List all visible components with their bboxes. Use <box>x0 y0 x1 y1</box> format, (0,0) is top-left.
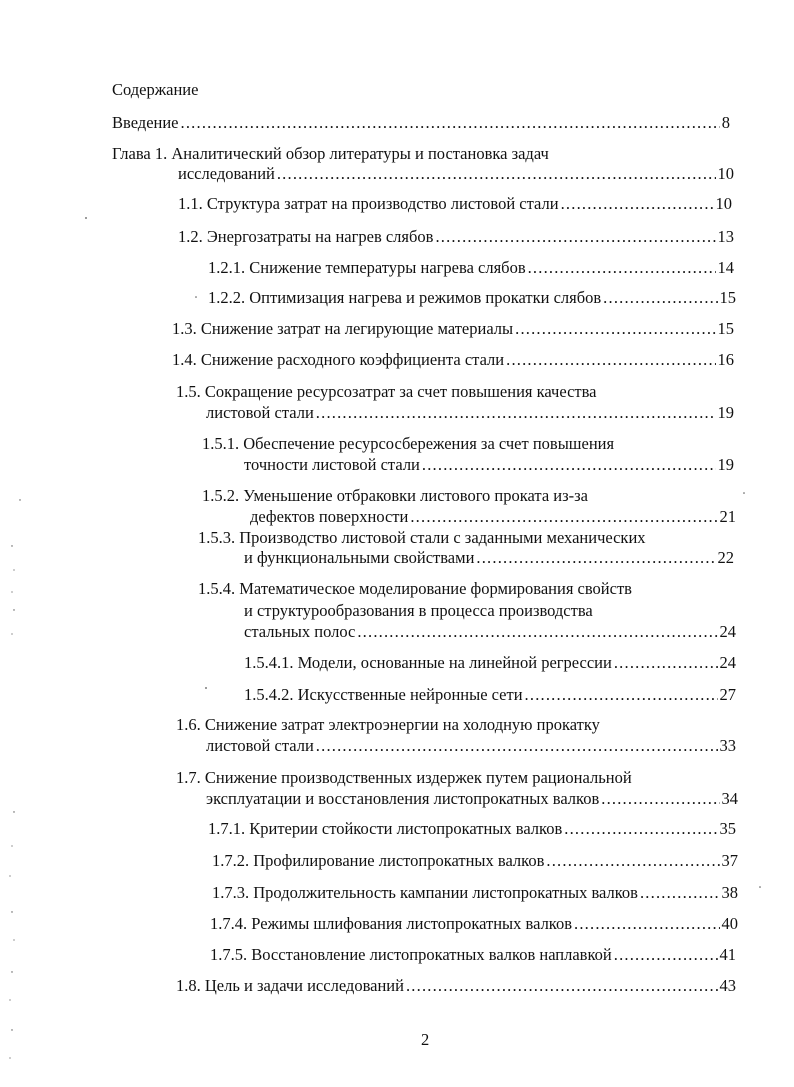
toc-entry-page: 33 <box>719 736 736 755</box>
page-number: 2 <box>421 1030 430 1049</box>
toc-entry-1-5-line1: 1.5. Сокращение ресурсозатрат за счет повышения качества <box>176 382 597 401</box>
toc-entry-text: 1.8. Цель и задачи исследований <box>176 976 404 995</box>
toc-entry-text: 1.2. Энергозатраты на нагрев слябов <box>178 227 434 246</box>
toc-entry-page: 40 <box>721 914 738 933</box>
toc-entry-text: 1.7.4. Режимы шлифования листопрокатных валков <box>210 914 573 933</box>
toc-entry-page: 24 <box>719 653 736 672</box>
toc-entry-page: 8 <box>721 113 730 132</box>
toc-entry-chapter-1-line1: Глава 1. Аналитический обзор литературы и постановка задач <box>112 144 549 163</box>
toc-entry-page: 16 <box>717 350 734 369</box>
toc-entry-page: 19 <box>717 403 734 422</box>
toc-entry-page: 13 <box>717 227 734 246</box>
toc-entry-page: 22 <box>717 548 734 567</box>
toc-entry-text: и функциональными свойствами <box>244 548 475 567</box>
toc-entry-text: 1.2.2. Оптимизация нагрева и режимов прокатки слябов <box>208 288 602 307</box>
toc-entry-text: Введение <box>112 113 179 132</box>
toc-title: Содержание <box>112 80 199 99</box>
toc-entry-page: 27 <box>719 685 736 704</box>
toc-entry-text: эксплуатации и восстановления листопрокатных валков <box>206 789 600 808</box>
toc-entry-text: 1.3. Снижение затрат на легирующие материалы <box>172 319 514 338</box>
toc-entry-text: 1.2.1. Снижение температуры нагрева слябов <box>208 258 526 277</box>
toc-entry-page: 14 <box>717 258 734 277</box>
toc-entry-text: листовой стали <box>206 403 314 422</box>
toc-entry-text: 1.7.1. Критерии стойкости листопрокатных валков <box>208 819 563 838</box>
toc-entry-page: 15 <box>717 319 734 338</box>
toc-entry-text: 1.4. Снижение расходного коэффициента стали <box>172 350 505 369</box>
toc-entry-page: 43 <box>719 976 736 995</box>
toc-entry-text: исследований <box>178 164 275 183</box>
toc-entry-page: 19 <box>717 455 734 474</box>
toc-entry-page: 10 <box>715 194 732 213</box>
toc-entry-1-5-3-line1: 1.5.3. Производство листовой стали с заданными механических <box>198 528 646 547</box>
toc-entry-text: листовой стали <box>206 736 314 755</box>
toc-entry-page: 34 <box>721 789 738 808</box>
toc-entry-page: 24 <box>719 622 736 641</box>
toc-entry-text: дефектов поверхности <box>250 507 409 526</box>
toc-entry-1-5-1-line1: 1.5.1. Обеспечение ресурсосбережения за счет повышения <box>202 434 615 453</box>
toc-entry-page: 21 <box>719 507 736 526</box>
toc-entry-text: 1.1. Структура затрат на производство листовой стали <box>178 194 559 213</box>
toc-entry-page: 37 <box>721 851 738 870</box>
toc-entry-1-5-4-line2: и структурообразования в процесса производства <box>244 601 593 620</box>
toc-entry-text: 1.7.2. Профилирование листопрокатных валков <box>212 851 545 870</box>
toc-entry-1-7-line1: 1.7. Снижение производственных издержек путем рациональной <box>176 768 632 787</box>
toc-entry-page: 35 <box>719 819 736 838</box>
toc-entry-1-6-line1: 1.6. Снижение затрат электроэнергии на холодную прокатку <box>176 715 600 734</box>
toc-entry-text: точности листовой стали <box>244 455 420 474</box>
toc-entry-page: 41 <box>719 945 736 964</box>
toc-entry-text: 1.5.4.2. Искусственные нейронные сети <box>244 685 523 704</box>
toc-entry-text: стальных полос <box>244 622 356 641</box>
toc-entry-1-5-2-line1: 1.5.2. Уменьшение отбраковки листового проката из-за <box>202 486 588 505</box>
toc-entry-1-5-4-line1: 1.5.4. Математическое моделирование формирования свойств <box>198 579 632 598</box>
toc-entry-text: 1.5.4.1. Модели, основанные на линейной регрессии <box>244 653 612 672</box>
toc-entry-text: 1.7.3. Продолжительность кампании листопрокатных валков <box>212 883 638 902</box>
toc-entry-page: 38 <box>721 883 738 902</box>
toc-entry-text: 1.7.5. Восстановление листопрокатных валков наплавкой <box>210 945 612 964</box>
toc-entry-page: 15 <box>719 288 736 307</box>
toc-entry-page: 10 <box>717 164 734 183</box>
